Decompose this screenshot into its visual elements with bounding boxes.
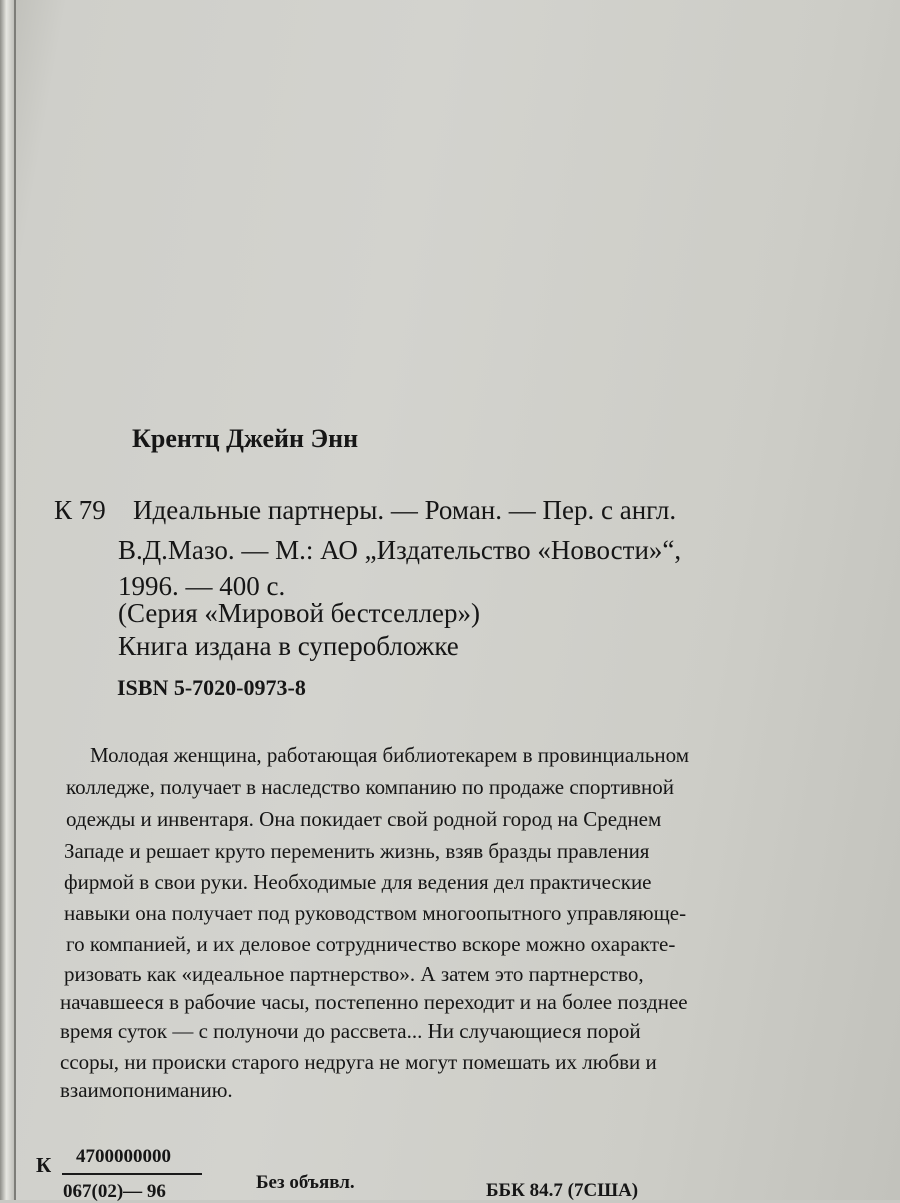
annotation-line: Западе и решает круто переменить жизнь, взяв бразды правления (64, 839, 650, 863)
author-name: Крентц Джейн Энн (132, 424, 359, 453)
footer-denominator: 067(02)— 96 (63, 1181, 166, 1202)
annotation-line: навыки она получает под руководством многоопытного управляюще- (64, 901, 687, 925)
annotation-line: колледже, получает в наследство компанию по продаже спортивной (66, 775, 674, 799)
footer-bbk-code: ББК 84.7 (7США) (486, 1180, 639, 1201)
annotation-line: одежды и инвентаря. Она покидает свой родной город на Среднем (66, 807, 662, 831)
annotation-line: начавшееся в рабочие часы, постепенно переходит и на более позднее (60, 990, 688, 1014)
annotation-line: ссоры, ни происки старого недруга не могут помешать их любви и (60, 1050, 657, 1074)
annotation-line: ризовать как «идеальное партнерство». А затем это партнерство, (64, 962, 644, 986)
bibliography-line-3: 1996. — 400 с. (118, 571, 286, 601)
bibliography-line-2: В.Д.Мазо. — М.: АО „Издательство «Новости»“, (118, 535, 682, 565)
footer-k-letter: К (36, 1153, 52, 1177)
annotation-line: время суток — с полуночи до рассвета... Ни случающиеся порой (60, 1019, 641, 1043)
annotation-line: взаимопониманию. (60, 1078, 233, 1102)
isbn: ISBN 5-7020-0973-8 (117, 675, 306, 700)
footer-no-ads: Без объявл. (256, 1172, 355, 1193)
bibliography-line-4: (Серия «Мировой бестселлер») (118, 598, 481, 628)
annotation-line: го компанией, и их деловое сотрудничество вскоре можно охаракте- (66, 932, 676, 956)
footer-fraction-rule (62, 1173, 202, 1175)
annotation-line: фирмой в свои руки. Необходимые для ведения дел практические (64, 870, 652, 894)
page-edge-line (14, 0, 16, 1200)
library-code: К 79 (54, 495, 106, 525)
annotation-line: Молодая женщина, работающая библиотекарем в провинциальном (90, 743, 690, 767)
bibliography-line-1: Идеальные партнеры. — Роман. — Пер. с англ. (133, 495, 677, 525)
bibliography-line-5: Книга издана в суперобложке (118, 631, 459, 661)
footer-numerator: 4700000000 (76, 1146, 171, 1167)
